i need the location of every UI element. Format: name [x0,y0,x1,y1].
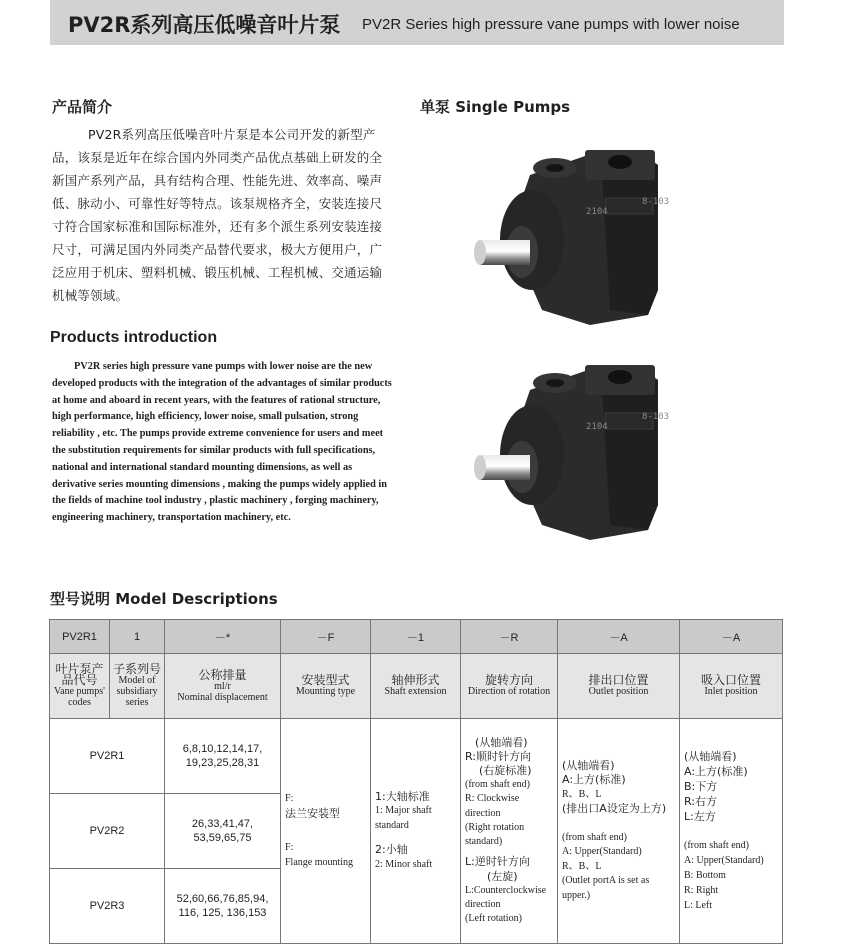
inlet-b-en: B: Bottom [684,870,726,881]
header-unit: ml/r [214,680,231,692]
page-subtitle: PV2R Series high pressure vane pumps with lower noise [362,16,740,33]
rotation-r-cn: R:顺时针方向 [465,749,532,763]
header-en: Vane pumps' codes [54,686,105,708]
outlet-view-cn: (从轴端看) [562,758,615,772]
pump-marking-left: 2104 [586,207,608,217]
code-row [50,620,783,654]
table-row [50,719,783,794]
outlet-opts: R、B、L [562,788,602,800]
inlet-b-cn: B:下方 [684,780,718,793]
series-code: PV2R1 [50,719,165,794]
mounting-cn: 法兰安装型 [285,806,340,820]
header-cell [281,654,371,719]
header-en: Nominal displacement [177,691,268,703]
header-en: Inlet position [704,686,758,697]
shaft-opt1-en: 1: Major shaft standard [375,805,432,831]
header-zh: 叶片泵产品代号 [55,662,104,687]
rotation-l-left-cn: (左旋) [487,869,518,883]
header-zh: 吸入口位置 [700,673,761,687]
header-en: Shaft extension [384,686,447,697]
pump-image-top [470,140,720,335]
code-cell: －* [165,620,281,654]
pump-marking-left: 2104 [586,422,608,432]
header-en: Model of subsidiary series [116,675,158,708]
inlet-cell [680,719,783,944]
shaft-cell [371,719,461,944]
code-cell: PV2R1 [50,620,110,654]
model-descriptions-heading: 型号说明 Model Descriptions [50,590,278,608]
mounting-f: F: [285,842,294,853]
code-cell: －A [680,620,783,654]
model-table [49,619,783,944]
outlet-cell [558,719,680,944]
shaft-opt2-cn: 2:小轴 [375,843,408,857]
header-cell [371,654,461,719]
intro-en-paragraph [52,359,392,527]
header-cell [558,654,680,719]
pump-marking-right: 8-103 [642,412,670,422]
header-zh: 排出口位置 [588,673,649,687]
rotation-l-en: L:Counterclockwise direction [465,884,547,910]
mounting-en: Flange mounting [285,856,354,868]
header-cell [50,654,110,719]
header-cell [110,654,165,719]
pump-marking-right: 8-103 [642,197,670,207]
series-code: PV2R3 [50,869,165,944]
rotation-r-en: R: Clockwise direction [465,793,520,819]
header-zh: 公称排量 [198,667,247,682]
rotation-view-cn: (从轴端看) [475,735,528,749]
header-zh: 子系列号 [112,662,161,676]
rotation-cell [461,719,558,944]
series-displacement: 26,33,41,47, 53,59,65,75 [165,794,281,869]
header-en: Mounting type [295,686,356,697]
header-zh: 安装型式 [301,673,350,687]
page-title: PV2R系列高压低噪音叶片泵 [68,13,341,37]
header-zh: 旋转方向 [484,673,533,687]
single-pumps-heading: 单泵 Single Pumps [420,98,571,116]
outlet-note-en: (Outlet portA is set as upper.) [562,875,650,901]
header-cell [680,654,783,719]
inlet-r-en: R: Right [684,885,719,896]
rotation-r-std-en: (Right rotation standard) [465,821,525,848]
outlet-a-en: A: Upper(Standard) [562,846,642,858]
header-row [50,654,783,719]
series-displacement: 6,8,10,12,14,17, 19,23,25,28,31 [165,719,281,794]
rotation-l-cn: L:逆时针方向 [465,855,530,869]
header-cell [461,654,558,719]
code-cell: －A [558,620,680,654]
inlet-l-cn: L:左方 [684,810,716,823]
inlet-r-cn: R:右方 [684,795,718,808]
mounting-cell [281,719,371,944]
code-cell: －R [461,620,558,654]
intro-en-text: PV2R series high pressure vane pumps with lower noise are the new developed products with the integration of the advantages of similar products at home and aboard in recent years, with the features of rational structure, high performance, high efficiency, lower noise, small pulsation, strong reliability , etc. The pumps provide extreme convenience for users and meet the substitution requirements for similar products with full specifications, national and international standard mounting dimensions, as well as derivative series mounting dimensions , making the pumps widely applied in the fields of machine tool industry , plastic machinery , forging machinery, engineering machinery, transportation machinery, etc. [52,361,392,524]
code-cell: －F [281,620,371,654]
outlet-opts-en: R、B、L [562,860,602,872]
rotation-l-paren-en: (Left rotation) [465,913,522,925]
header-zh: 轴伸形式 [391,673,440,687]
outlet-a-cn: A:上方(标准) [562,773,626,787]
pump-image-bottom [470,355,720,550]
code-cell: －1 [371,620,461,654]
outlet-view-en: (from shaft end) [562,831,627,843]
header-en: Direction of rotation [467,686,551,697]
intro-en-heading: Products introduction [50,329,218,346]
inlet-view-en: (from shaft end) [684,840,749,851]
inlet-l-en: L: Left [684,900,713,911]
series-code: PV2R2 [50,794,165,869]
mounting-f: F: [285,793,294,804]
title-banner [50,0,784,45]
rotation-view-en: (from shaft end) [465,779,530,791]
code-cell: 1 [110,620,165,654]
header-en: Outlet position [588,686,649,697]
inlet-a-cn: A:上方(标准) [684,765,748,778]
series-displacement: 52,60,66,76,85,94, 116, 125, 136,153 [165,869,281,944]
inlet-view-cn: (从轴端看) [684,750,737,763]
shaft-opt2-en: 2: Minor shaft [375,858,433,870]
header-cell [165,654,281,719]
intro-cn-paragraph [52,123,387,307]
intro-cn-heading: 产品简介 [52,98,113,116]
rotation-r-std-cn: (右旋标准) [479,764,532,778]
outlet-note-cn: (排出口A设定为上方) [562,802,667,816]
shaft-opt1-cn: 1:大轴标准 [375,789,430,803]
intro-cn-text: PV2R系列高压低噪音叶片泵是本公司开发的新型产品，该泵是近年在综合国内外同类产品优点基础上研发的全新国产系列产品，具有结构合理、性能先进、效率高、噪声低、脉动小、可靠性好等特点。该泵规格齐全，安装连接尺寸符合国家标准和国际标准外，还有多个派生系列安装连接尺寸，可满足国内外同类产品替代要求，极大方便用户，广泛应用于机床、塑料机械、锻压机械、工程机械、交通运输机械等领域。 [52,127,383,303]
inlet-a-en: A: Upper(Standard) [684,855,764,866]
